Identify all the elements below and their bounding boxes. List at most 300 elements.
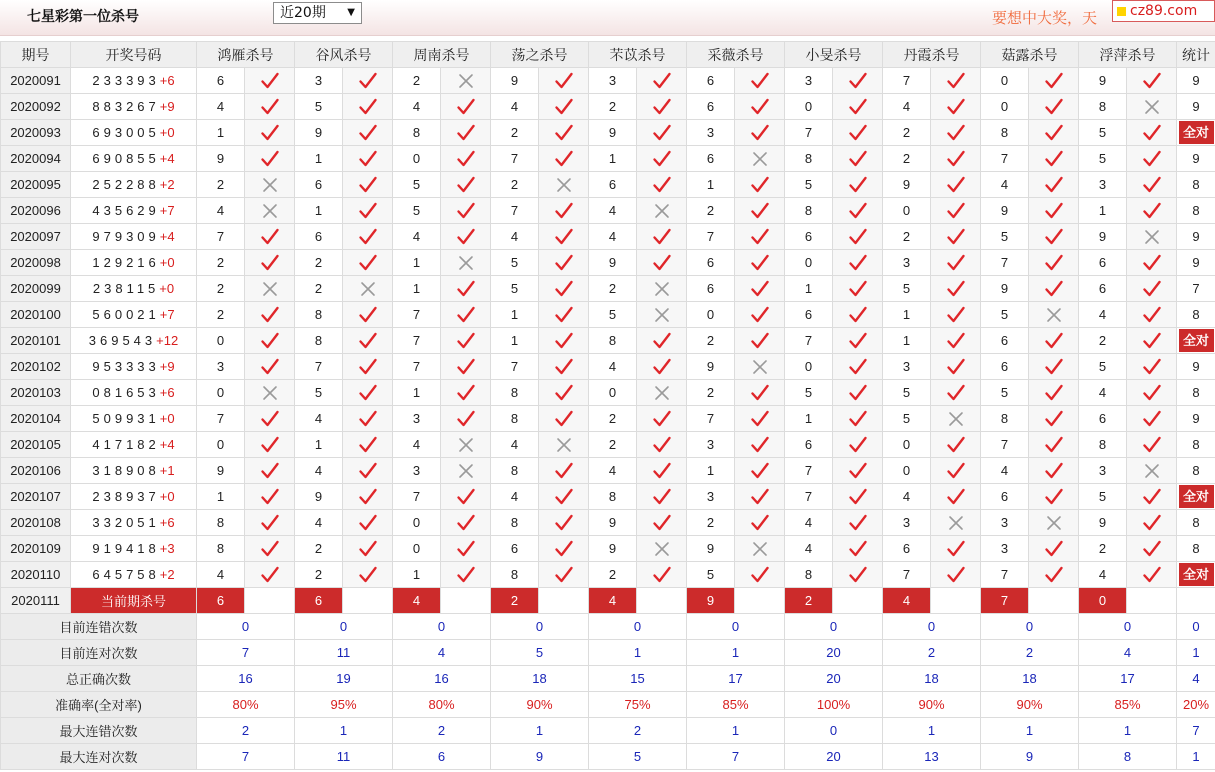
result-cell [637,328,687,354]
check-icon [946,279,966,299]
result-cell [735,120,785,146]
summary-value: 1 [1177,640,1215,666]
current-kill-number: 6 [197,588,245,614]
result-cell [343,94,393,120]
check-icon [946,175,966,195]
result-cell [637,120,687,146]
result-cell [931,120,981,146]
check-icon [456,149,476,169]
result-cell [1029,94,1079,120]
pick-cell: 1 [393,380,441,406]
check-icon [750,513,770,533]
check-icon [750,123,770,143]
pick-cell: 4 [883,94,931,120]
draw-digits: 953333 [92,359,160,374]
pick-cell: 0 [589,380,637,406]
pick-cell: 2 [883,120,931,146]
check-icon [260,305,280,325]
cross-icon [1142,461,1162,481]
check-icon [750,409,770,429]
check-icon [260,539,280,559]
check-icon [1044,383,1064,403]
summary-value: 13 [883,744,981,770]
summary-value: 4 [1177,666,1215,692]
check-icon [554,123,574,143]
summary-value: 1 [687,718,785,744]
draw-digits: 252288 [92,177,160,192]
result-cell [931,458,981,484]
cross-icon [260,383,280,403]
issue-cell: 2020105 [1,432,71,458]
pick-cell: 1 [197,484,245,510]
check-icon [750,331,770,351]
result-cell [1029,302,1079,328]
stat-cell [1177,198,1215,224]
result-cell [539,120,589,146]
table-row [1,146,1215,172]
result-cell [343,198,393,224]
pick-cell: 0 [883,432,931,458]
table-row [1,510,1215,536]
check-icon [848,253,868,273]
result-cell [441,146,491,172]
pick-cell: 1 [785,276,833,302]
draw-cell [71,406,197,432]
result-cell [245,302,295,328]
pick-cell: 4 [393,224,441,250]
draw-sum: +9 [159,359,175,374]
result-cell [539,354,589,380]
result-cell [1029,172,1079,198]
result-cell [441,250,491,276]
pick-cell: 7 [197,224,245,250]
check-icon [750,565,770,585]
pick-cell: 4 [197,562,245,588]
pick-cell: 1 [393,562,441,588]
result-cell [245,198,295,224]
result-cell [1127,224,1177,250]
check-icon [456,97,476,117]
table-row [1,68,1215,94]
check-icon [456,175,476,195]
pick-cell: 0 [197,328,245,354]
result-cell [735,380,785,406]
check-icon [750,253,770,273]
pick-cell: 1 [785,406,833,432]
check-icon [848,357,868,377]
draw-cell [71,198,197,224]
current-kill-number: 0 [1079,588,1127,614]
check-icon [1142,357,1162,377]
check-icon [260,513,280,533]
cross-icon [554,175,574,195]
pick-cell: 9 [491,68,539,94]
result-cell [245,406,295,432]
cross-icon [1044,305,1064,325]
check-icon [652,227,672,247]
all-correct-badge: 全对 [1179,485,1214,508]
result-cell [735,198,785,224]
result-cell [539,146,589,172]
result-cell [539,484,589,510]
pick-cell: 2 [589,562,637,588]
check-icon [848,71,868,91]
result-cell [1127,536,1177,562]
summary-value: 85% [1079,692,1177,718]
pick-cell: 8 [589,328,637,354]
pick-cell: 5 [883,380,931,406]
pick-cell: 4 [197,94,245,120]
check-icon [1044,227,1064,247]
result-cell [1127,120,1177,146]
pick-cell: 9 [197,146,245,172]
pick-cell: 3 [197,354,245,380]
table-row [1,406,1215,432]
draw-cell [71,536,197,562]
check-icon [456,357,476,377]
result-cell [931,380,981,406]
header-row [1,42,1215,68]
result-cell [931,354,981,380]
check-icon [750,71,770,91]
check-icon [554,253,574,273]
table-row [1,302,1215,328]
issue-cell: 2020101 [1,328,71,354]
pick-cell: 9 [295,120,343,146]
draw-sum: +0 [159,489,175,504]
header-method-7: 小旻杀号 [785,42,883,68]
result-cell [931,172,981,198]
check-icon [946,97,966,117]
pick-cell: 7 [687,224,735,250]
pick-cell: 1 [393,250,441,276]
cross-icon [456,71,476,91]
summary-value: 9 [981,744,1079,770]
pick-cell: 6 [687,94,735,120]
result-cell [1029,68,1079,94]
pick-cell: 5 [491,276,539,302]
header-method-8: 丹霞杀号 [883,42,981,68]
check-icon [652,435,672,455]
result-cell [539,250,589,276]
result-cell [735,510,785,536]
result-cell [637,224,687,250]
check-icon [848,201,868,221]
draw-cell [71,68,197,94]
result-cell [539,68,589,94]
draw-sum: +4 [159,229,175,244]
draw-sum: +6 [159,73,175,88]
check-icon [946,227,966,247]
pick-cell: 7 [883,562,931,588]
stat-cell [1177,120,1215,146]
result-cell [1029,328,1079,354]
issue-cell: 2020104 [1,406,71,432]
table-row [1,276,1215,302]
pick-cell: 4 [393,432,441,458]
header-method-6: 采薇杀号 [687,42,785,68]
summary-value: 20 [785,744,883,770]
result-cell [637,510,687,536]
summary-value: 0 [197,614,295,640]
summary-value: 0 [491,614,589,640]
pick-cell: 9 [883,172,931,198]
check-icon [1142,331,1162,351]
pick-cell: 3 [785,68,833,94]
check-icon [358,201,378,221]
summary-value: 4 [1079,640,1177,666]
check-icon [652,71,672,91]
brand-badge[interactable] [1112,0,1215,22]
pick-cell: 7 [785,458,833,484]
pick-cell: 2 [295,536,343,562]
check-icon [260,71,280,91]
table-row [1,328,1215,354]
result-cell [245,94,295,120]
summary-value: 0 [883,614,981,640]
pick-cell: 8 [785,146,833,172]
pick-cell: 8 [491,562,539,588]
result-cell [1029,354,1079,380]
result-cell [343,276,393,302]
check-icon [848,227,868,247]
check-icon [554,71,574,91]
summary-value: 0 [981,614,1079,640]
summary-value: 17 [687,666,785,692]
draw-cell [71,458,197,484]
pick-cell: 1 [1079,198,1127,224]
pick-cell: 0 [883,198,931,224]
check-icon [946,435,966,455]
draw-cell [71,354,197,380]
check-icon [554,487,574,507]
check-icon [1044,331,1064,351]
issue-cell: 2020100 [1,302,71,328]
hit-count: 8 [1192,541,1200,556]
draw-sum: +1 [159,463,175,478]
hit-count: 8 [1192,203,1200,218]
draw-digits: 238115 [92,281,160,296]
pick-cell: 4 [589,354,637,380]
result-cell [441,432,491,458]
draw-digits: 435629 [92,203,160,218]
pick-cell: 6 [295,172,343,198]
check-icon [358,513,378,533]
result-cell [343,380,393,406]
check-icon [1044,461,1064,481]
pick-cell: 0 [785,250,833,276]
check-icon [358,97,378,117]
summary-value: 6 [393,744,491,770]
summary-value: 2 [197,718,295,744]
pick-cell: 5 [687,562,735,588]
pick-cell: 3 [981,536,1029,562]
summary-row [1,692,1215,718]
check-icon [652,149,672,169]
summary-value: 19 [295,666,393,692]
check-icon [848,175,868,195]
pick-cell: 2 [589,432,637,458]
pick-cell: 5 [295,94,343,120]
result-cell [343,484,393,510]
table-row [1,354,1215,380]
result-cell [833,354,883,380]
pick-cell: 5 [1079,146,1127,172]
pick-cell: 9 [1079,68,1127,94]
pick-cell: 2 [687,380,735,406]
pick-cell: 4 [981,172,1029,198]
pick-cell: 4 [785,510,833,536]
draw-cell [71,432,197,458]
check-icon [946,201,966,221]
pick-cell: 3 [687,120,735,146]
check-icon [848,435,868,455]
result-cell [245,68,295,94]
pick-cell: 2 [295,276,343,302]
pick-cell: 4 [491,224,539,250]
check-icon [848,487,868,507]
result-cell [539,536,589,562]
draw-sum: +0 [159,411,175,426]
pick-cell: 4 [589,458,637,484]
check-icon [456,123,476,143]
summary-label: 最大连错次数 [1,718,197,744]
check-icon [848,279,868,299]
result-cell [637,94,687,120]
check-icon [358,175,378,195]
result-cell [637,302,687,328]
pick-cell: 2 [687,510,735,536]
issue-cell: 2020099 [1,276,71,302]
result-cell [539,276,589,302]
current-issue-row [1,588,1215,614]
check-icon [1142,383,1162,403]
pick-cell: 7 [981,432,1029,458]
check-icon [1044,149,1064,169]
summary-row [1,666,1215,692]
check-icon [1044,201,1064,221]
draw-digits: 693005 [92,125,160,140]
pick-cell: 4 [1079,562,1127,588]
header-method-10: 浮萍杀号 [1079,42,1177,68]
stat-cell [1177,328,1215,354]
stat-cell [1177,380,1215,406]
period-dropdown[interactable] [273,2,362,24]
result-cell [1127,68,1177,94]
result-cell [441,302,491,328]
check-icon [554,279,574,299]
current-kill-blank [931,588,981,614]
check-icon [1142,565,1162,585]
pick-cell: 7 [785,328,833,354]
result-cell [931,406,981,432]
result-cell [1127,94,1177,120]
issue-cell: 2020091 [1,68,71,94]
draw-digits: 883267 [92,99,160,114]
pick-cell: 0 [883,458,931,484]
check-icon [260,565,280,585]
pick-cell: 7 [295,354,343,380]
draw-cell [71,146,197,172]
draw-cell [71,380,197,406]
result-cell [735,224,785,250]
current-kill-number: 2 [785,588,833,614]
check-icon [456,383,476,403]
result-cell [735,68,785,94]
issue-cell: 2020093 [1,120,71,146]
check-icon [456,227,476,247]
pick-cell: 8 [491,510,539,536]
pick-cell: 7 [393,484,441,510]
result-cell [735,536,785,562]
pick-cell: 3 [883,250,931,276]
issue-cell: 2020110 [1,562,71,588]
issue-cell: 2020096 [1,198,71,224]
cross-icon [456,253,476,273]
result-cell [539,406,589,432]
result-cell [1127,198,1177,224]
result-cell [245,510,295,536]
pick-cell: 6 [785,432,833,458]
check-icon [946,123,966,143]
check-icon [554,227,574,247]
pick-cell: 3 [883,354,931,380]
draw-digits: 417182 [92,437,160,452]
pick-cell: 9 [589,510,637,536]
pick-cell: 6 [1079,250,1127,276]
pick-cell: 1 [883,302,931,328]
check-icon [946,149,966,169]
pick-cell: 1 [883,328,931,354]
pick-cell: 6 [1079,406,1127,432]
check-icon [652,513,672,533]
check-icon [358,435,378,455]
pick-cell: 5 [883,406,931,432]
result-cell [441,328,491,354]
pick-cell: 0 [785,94,833,120]
pick-cell: 7 [393,302,441,328]
summary-row [1,718,1215,744]
issue-cell: 2020107 [1,484,71,510]
result-cell [343,302,393,328]
cross-icon [946,409,966,429]
result-cell [637,146,687,172]
table-row [1,380,1215,406]
pick-cell: 6 [295,224,343,250]
table-row [1,536,1215,562]
summary-value: 4 [393,640,491,666]
pick-cell: 9 [589,250,637,276]
result-cell [441,120,491,146]
pick-cell: 8 [491,458,539,484]
summary-value: 85% [687,692,785,718]
check-icon [260,357,280,377]
cross-icon [1142,227,1162,247]
check-icon [750,305,770,325]
check-icon [358,539,378,559]
check-icon [1044,253,1064,273]
issue-cell: 2020109 [1,536,71,562]
pick-cell: 1 [491,328,539,354]
pick-cell: 7 [393,328,441,354]
check-icon [848,513,868,533]
check-icon [750,435,770,455]
pick-cell: 8 [295,302,343,328]
stat-cell [1177,302,1215,328]
check-icon [1044,357,1064,377]
check-icon [946,565,966,585]
draw-digits: 690855 [92,151,160,166]
